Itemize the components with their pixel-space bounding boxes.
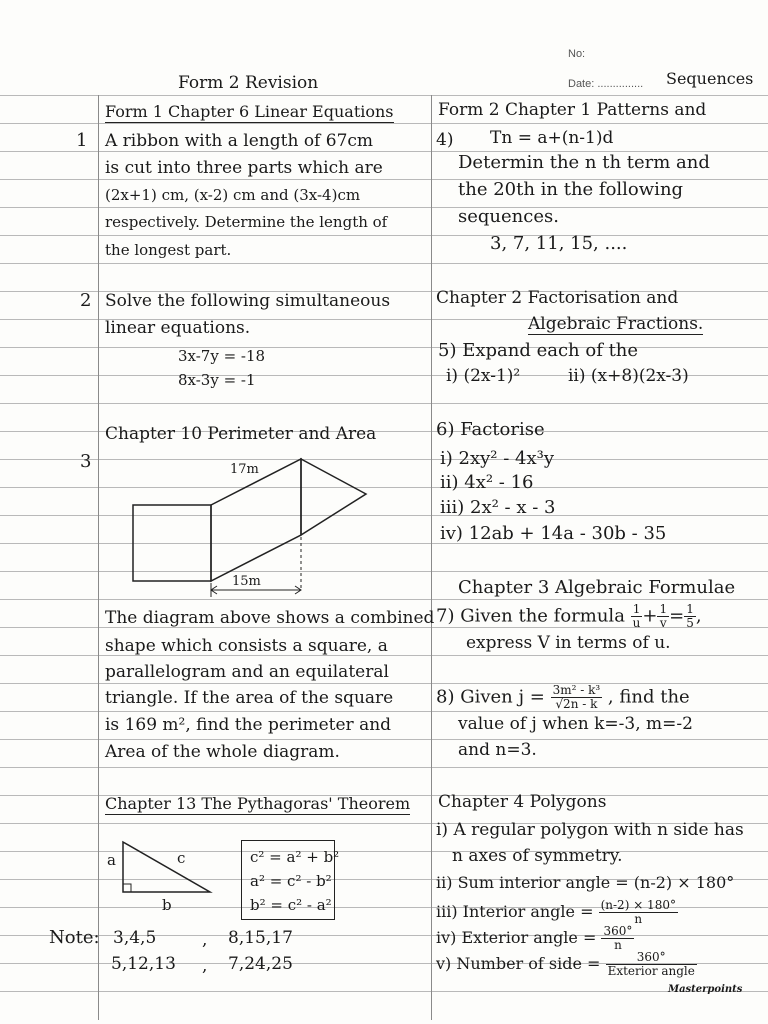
q8-line1 <box>436 684 690 711</box>
poly-iv-prefix: iv) Exterior angle = <box>436 928 597 947</box>
note-label: Note: <box>49 927 100 948</box>
poly-iv-fraction <box>601 925 634 952</box>
page-title: Form 2 Revision <box>178 73 319 93</box>
left-section3-header: Chapter 13 The Pythagoras' Theorem <box>105 794 411 813</box>
q7-f3-num: 1 <box>686 602 694 616</box>
q3-line: The diagram above shows a combined <box>105 608 435 628</box>
q6-item: i) 2xy² - 4x³y <box>440 448 555 469</box>
q2-line: Solve the following simultaneous <box>105 291 391 311</box>
topic-text: Sequences <box>666 69 754 88</box>
q2-equation: 8x-3y = -1 <box>178 371 256 389</box>
q8-num: 3m² - k³ <box>552 683 601 697</box>
right-section1-header: Form 2 Chapter 1 Patterns and <box>438 100 707 120</box>
right-section3-header: Chapter 3 Algebraic Formulae <box>458 577 736 598</box>
poly-v-num: 360° <box>606 951 697 965</box>
q7-line2: express V in terms of u. <box>466 633 671 653</box>
q6-item: ii) 4x² - 16 <box>440 472 534 493</box>
left-section2-header: Chapter 10 Perimeter and Area <box>105 424 377 444</box>
triangle-label-c: c <box>177 849 186 867</box>
q7-f1-num: 1 <box>631 603 643 617</box>
label-15m: 15m <box>232 574 261 589</box>
q3-number: 3 <box>80 451 92 472</box>
poly-iv-den: n <box>614 938 622 952</box>
right-section4-header: Chapter 4 Polygons <box>438 792 607 812</box>
right-angle-marker <box>123 884 131 892</box>
triangle-shape <box>301 459 366 535</box>
left-section1-header: Form 1 Chapter 6 Linear Equations <box>105 102 394 121</box>
q8-fraction <box>551 684 603 711</box>
q2-number: 2 <box>80 290 92 311</box>
poly-iv-num: 360° <box>603 924 633 938</box>
no-label: No: <box>568 48 586 60</box>
q7-prefix: 7) Given the formula <box>436 605 625 627</box>
q7-f2-num: 1 <box>659 602 668 616</box>
q5-item: ii) (x+8)(2x-3) <box>568 366 689 386</box>
q8-line2: value of j when k=-3, m=-2 <box>458 714 693 734</box>
note-triple: 3,4,5 <box>113 928 157 948</box>
triangle-label-a: a <box>107 851 116 869</box>
poly-iii-fraction <box>599 899 678 926</box>
q7-f2-den: v <box>659 616 667 630</box>
q1-line: A ribbon with a length of 67cm <box>105 131 374 151</box>
q4-line: sequences. <box>458 206 559 227</box>
q3-line: Area of the whole diagram. <box>105 742 340 762</box>
note-separator: , <box>202 930 208 950</box>
polygon-fact <box>436 899 678 926</box>
center-divider-line <box>431 95 432 1020</box>
q8-line3: and n=3. <box>458 740 537 760</box>
left-margin-line <box>98 95 99 1020</box>
q8-suffix: , find the <box>607 686 690 708</box>
q6-item: iii) 2x² - x - 3 <box>440 497 556 518</box>
polygon-fact: n axes of symmetry. <box>452 846 623 866</box>
q4-formula: Tn = a+(n-1)d <box>490 128 614 148</box>
note-triple: 8,15,17 <box>228 928 293 948</box>
poly-v-den: Exterior angle <box>607 964 695 978</box>
right-triangle-shape <box>123 842 210 892</box>
date-label: Date: ............... <box>568 78 644 90</box>
q5-item: i) (2x-1)² <box>446 366 521 386</box>
poly-v-fraction <box>606 951 697 978</box>
poly-iii-den: n <box>634 912 643 926</box>
arrowhead-right <box>295 586 301 594</box>
formula-line: b² = c² - a² <box>250 896 332 914</box>
q1-number: 1 <box>76 130 88 151</box>
right-section2-header: Chapter 2 Factorisation and <box>436 288 679 308</box>
q7-f1-den: u <box>632 616 641 630</box>
formula-line: a² = c² - b² <box>250 872 332 890</box>
q4-line: the 20th in the following <box>458 179 684 200</box>
q4-sequence: 3, 7, 11, 15, .... <box>490 233 628 254</box>
label-17m: 17m <box>230 462 259 477</box>
q4-number: 4) <box>436 130 454 150</box>
q2-line: linear equations. <box>105 318 251 338</box>
q7-f3-den: 5 <box>686 616 694 630</box>
polygon-fact: i) A regular polygon with n side has <box>436 820 744 840</box>
q7-fraction <box>631 603 643 630</box>
q7-fraction <box>684 603 696 630</box>
q4-line: Determin the n th term and <box>458 152 710 173</box>
polygon-fact <box>436 925 634 952</box>
q1-line: the longest part. <box>105 241 232 259</box>
note-triple: 7,24,25 <box>228 954 293 974</box>
q3-line: is 169 m², find the perimeter and <box>105 715 392 735</box>
q5-label: 5) Expand each of the <box>438 340 639 361</box>
note-separator: , <box>202 956 208 976</box>
q7-fraction <box>657 603 669 630</box>
triangle-label-b: b <box>162 896 172 914</box>
poly-v-prefix: v) Number of side = <box>436 954 601 973</box>
arrowhead-left <box>211 586 217 594</box>
brand-logo: Masterpoints <box>668 984 743 995</box>
q3-line: triangle. If the area of the square <box>105 688 394 708</box>
note-triple: 5,12,13 <box>111 954 176 974</box>
polygon-fact: ii) Sum interior angle = (n-2) × 180° <box>436 873 735 892</box>
poly-iii-prefix: iii) Interior angle = <box>436 902 594 921</box>
q2-equation: 3x-7y = -18 <box>178 347 266 365</box>
q1-line: respectively. Determine the length of <box>105 213 388 231</box>
q6-item: iv) 12ab + 14a - 30b - 35 <box>440 523 667 544</box>
q1-line: is cut into three parts which are <box>105 158 383 178</box>
polygon-fact <box>436 951 697 978</box>
q3-line: parallelogram and an equilateral <box>105 662 389 682</box>
q1-line: (2x+1) cm, (x-2) cm and (3x-4)cm <box>105 186 361 204</box>
q3-line: shape which consists a square, a <box>105 636 388 656</box>
q7-line1: 7) Given the formula $\frac{1}{u}$ + $\frac{1}{v}$ = $\frac{1}{5}$ , <box>436 602 702 630</box>
q6-label: 6) Factorise <box>436 419 545 440</box>
q8-den: √2n - k <box>555 697 598 711</box>
right-section2-header-line2: Algebraic Fractions. <box>528 314 704 334</box>
poly-iii-num: (n-2) × 180° <box>600 898 676 912</box>
q8-prefix: 8) Given j = <box>436 686 545 708</box>
formula-line: c² = a² + b² <box>250 848 340 866</box>
